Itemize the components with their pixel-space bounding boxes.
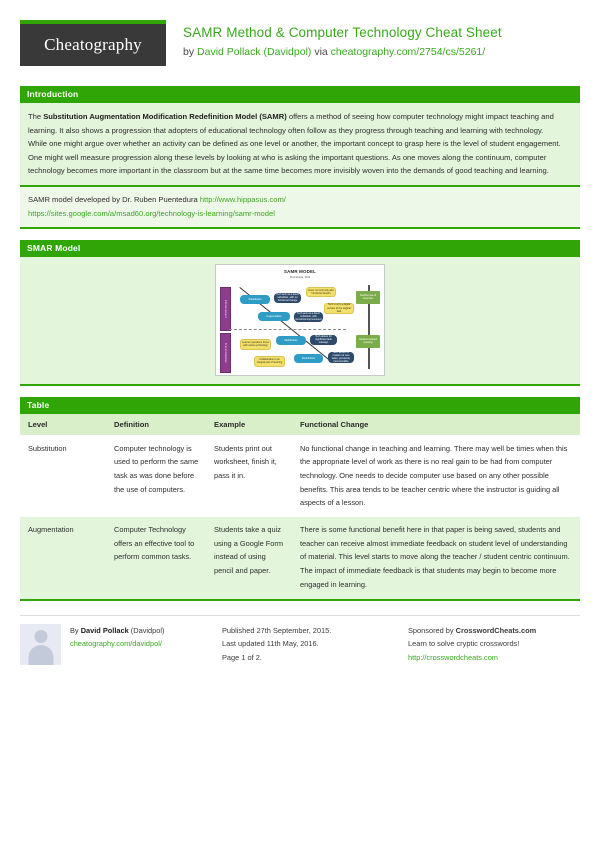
samr-levels-table: [20, 414, 580, 599]
footer-author-url-wrap: [70, 637, 164, 651]
hippasus-link[interactable]: http://www.hippasus.com/: [199, 194, 286, 204]
section-table-heading: Table: [20, 397, 580, 414]
section-introduction: [20, 86, 580, 229]
cell-level: Substitution: [20, 435, 106, 517]
footer-author-column: [20, 615, 210, 665]
cell-functional-change: No functional change in teaching and learning. There may well be times when this the appropriate level of work as there is no real gain to be had from computer technology. One needs to decide computer use based on any other possible benefits. This area tends to be teacher centric where the instructor is guiding all aspects of a lesson.: [292, 435, 580, 517]
intro-paragraph-1: [28, 110, 572, 137]
footer-sponsor-url-wrap: [408, 651, 580, 665]
source-url-link[interactable]: cheatography.com/2754/cs/5261/: [330, 46, 486, 59]
column-header-example: Example: [206, 414, 292, 436]
section-introduction-body: [20, 103, 580, 187]
diagram-callout-3: Learner questions focus with active technology: [240, 339, 271, 350]
diagram-note-modification: Tech allows for significant task redesign: [310, 335, 337, 345]
cell-level: Augmentation: [20, 517, 106, 598]
diagram-note-substitution: Tech acts as a direct substitute, with no functional change: [274, 293, 301, 303]
author-link[interactable]: David Pollack (Davidpol): [197, 46, 312, 59]
page-title: SAMR Method & Computer Technology Cheat Sheet: [183, 25, 502, 40]
section-table: [20, 397, 580, 601]
byline-prefix: by: [183, 46, 198, 59]
cheatography-logo[interactable]: [20, 20, 166, 66]
diagram-green-box-teacher: Teacher use of computer: [356, 291, 380, 304]
table-header-row: [20, 414, 580, 436]
table-row: [20, 435, 580, 517]
cell-example: Students print out worksheet, finish it, pass it in.: [206, 435, 292, 517]
footer-author-url[interactable]: cheatography.com/davidpol/: [70, 639, 162, 649]
table-row: [20, 517, 580, 598]
diagram-subtitle: Puentedura, 2011: [289, 275, 311, 279]
header-titles: [166, 20, 502, 59]
column-header-functional-change: Functional Change: [292, 414, 580, 436]
intro-paragraph-2: While one might argue over whether an activity can be defined as one level or another, the important concept to grasp here is the level of student engagement. One might well measure progression along these levels by looking at who is asking the important questions. As one moves along the continuum, computer technology becomes more important in the classroom but at the same time becomes more invisibly woven into the demands of good teaching and learning.: [28, 139, 561, 176]
diagram-green-box-student: Student centred learning: [356, 335, 380, 348]
credit-text: SAMR model developed by Dr. Ruben Puentedura: [28, 194, 200, 204]
column-header-definition: Definition: [106, 414, 206, 436]
diagram-callout-4: Collaboration is an integral part of learning: [254, 356, 285, 367]
cell-definition: Computer Technology offers an effective tool to perform common tasks.: [106, 517, 206, 598]
page-header: [20, 20, 580, 70]
intro-p1-lead: The: [28, 112, 44, 121]
cell-definition: Computer technology is used to perform the same task as was done before the use of computers.: [106, 435, 206, 517]
footer-updated: Last updated 11th May, 2016.: [222, 639, 319, 649]
diagram-box-redefinition: Redefinition: [294, 354, 323, 363]
diagram-box-substitution: Substitution: [240, 295, 270, 304]
footer-author-line: [70, 624, 164, 638]
footer-sponsor-prefix: Sponsored by: [408, 625, 456, 635]
intro-credit-block: [20, 187, 580, 229]
page-footer: [20, 615, 580, 665]
section-introduction-heading: Introduction: [20, 86, 580, 103]
intro-p1-rest: offers a method of seeing how computer technology might impact teaching and learning. It also shows a progression that adopters of educational technology often follow as they progress through teaching and learning with technology.: [28, 112, 554, 135]
footer-sponsor-column: [396, 615, 580, 665]
diagram-callout-1: Does not currently add functional benefit: [306, 287, 336, 297]
avatar-head-icon: [34, 630, 47, 643]
diagram-box-modification: Modification: [276, 336, 306, 345]
footer-sponsor-tagline: Learn to solve cryptic crosswords!: [408, 639, 520, 649]
samr-model-diagram[interactable]: [215, 264, 385, 376]
table-bottom-rule: [20, 599, 580, 601]
diagram-title: SAMR MODEL: [283, 268, 316, 274]
footer-page-number: Page 1 of 2.: [222, 652, 262, 662]
diagram-divider: [229, 329, 346, 331]
footer-sponsor-url[interactable]: http://crosswordcheats.com: [408, 652, 498, 662]
diagram-box-augmentation: Augmentation: [258, 312, 290, 321]
footer-published: Published 27th September, 2015.: [222, 625, 332, 635]
diagram-callout-2: Tech is only a digital version of the original task: [324, 303, 354, 314]
smar-model-figure-wrap: [20, 257, 580, 386]
diagram-bar-transformation: Transformation: [220, 333, 231, 373]
avatar-body-icon: [28, 645, 53, 665]
diagram-note-redefinition: Tech allows for creation of new tasks, previously inconceivable: [328, 352, 354, 363]
column-header-level: Level: [20, 414, 106, 436]
cell-functional-change: There is some functional benefit here in that paper is being saved, students and teacher can receive almost immediate feedback on student level of understanding of material. This level starts to move along the teacher / student centric continuum. The impact of immediate feedback is that students may begin to become more engaged in learning.: [292, 517, 580, 598]
section-smar-model-heading: SMAR Model: [20, 240, 580, 257]
byline: [183, 45, 502, 59]
byline-via: via: [311, 46, 331, 59]
diagram-bar-enhancement: Enhancement: [220, 287, 231, 331]
footer-publish-column: [210, 615, 396, 665]
footer-sponsor-line: [408, 624, 580, 638]
footer-author-name: David Pollack: [80, 625, 129, 635]
logo-text: Cheatography: [44, 35, 142, 54]
footer-by-label: By: [70, 625, 81, 635]
diagram-note-augmentation: Tech acts as a direct substitute, with functional improvement: [295, 311, 322, 322]
intro-p1-bold: Substitution Augmentation Modification Redefinition Model (SAMR): [43, 112, 287, 121]
footer-sponsor-name: CrosswordCheats.com: [455, 625, 537, 635]
footer-author-handle: (Davidpol): [128, 625, 165, 635]
google-sites-link[interactable]: https://sites.google.com/a/msad60.org/technology-is-learning/samr-model: [28, 208, 275, 218]
section-smar-model: [20, 240, 580, 386]
footer-author-meta: [61, 624, 164, 665]
cell-example: Students take a quiz using a Google Form instead of using pencil and paper.: [206, 517, 292, 598]
avatar: [20, 624, 61, 665]
